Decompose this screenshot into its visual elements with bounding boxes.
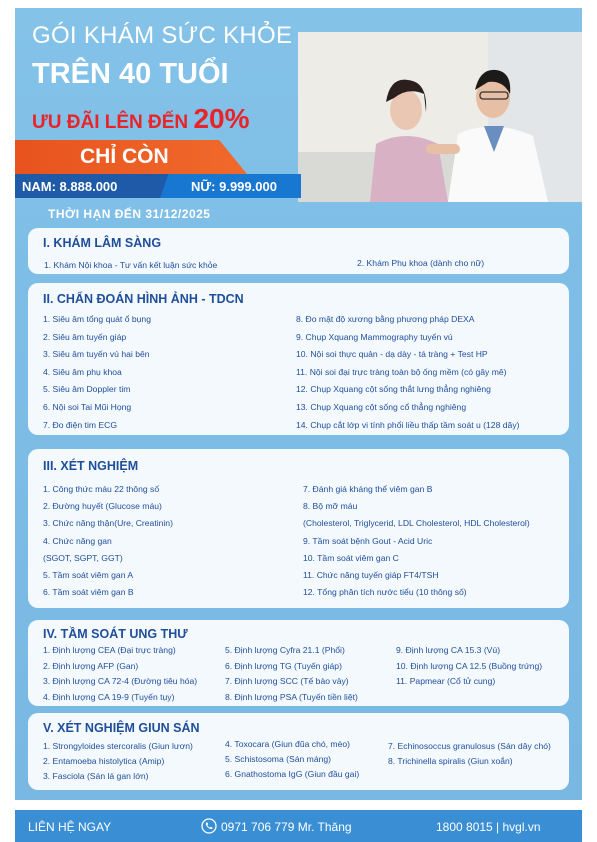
list-item: 14. Chụp cắt lớp vi tính phổi liều thấp tầm soát u (128 dãy) [296, 419, 520, 430]
list-item: 2. Đường huyết (Glucose máu) [43, 501, 162, 512]
list-item: 10. Tầm soát viêm gan C [303, 552, 399, 563]
price-female: NỮ: 9.999.000 [191, 179, 277, 194]
section-clinical-title: I. KHÁM LÂM SÀNG [43, 236, 162, 250]
deadline-text: THỜI HẠN ĐẾN 31/12/2025 [48, 207, 211, 221]
list-item: 1. Strongyloides stercoralis (Giun lươn) [43, 741, 193, 751]
list-item: 3. Chức năng thận(Ure, Creatinin) [43, 518, 173, 529]
list-item: 5. Định lượng Cyfra 21.1 (Phổi) [225, 645, 345, 655]
phone-icon [201, 818, 217, 834]
promo-percent: 20% [193, 103, 250, 134]
list-item: 8. Định lượng PSA (Tuyến tiền liệt) [225, 691, 358, 702]
section-parasite-title: V. XÉT NGHIỆM GIUN SÁN [43, 721, 200, 735]
list-item: 2. Định lượng AFP (Gan) [43, 660, 139, 671]
list-item: 8. Đo mật độ xương bằng phương pháp DEXA [296, 314, 475, 324]
list-item: 11. Chức năng tuyến giáp FT4/TSH [303, 570, 439, 580]
list-item: 4. Chức năng gan [43, 535, 112, 546]
list-item: 1. Siêu âm tổng quát ổ bụng [43, 314, 151, 324]
list-item: 10. Định lượng CA 12.5 (Buồng trứng) [396, 660, 543, 671]
price-male: NAM: 8.888.000 [22, 179, 118, 194]
list-item: 12. Chụp Xquang cột sống thắt lưng thẳng nghiêng [296, 384, 491, 395]
list-item: (SGOT, SGPT, GGT) [43, 552, 123, 563]
list-item: 7. Đánh giá kháng thể viêm gan B [303, 484, 433, 494]
list-item: 2. Entamoeba histolytica (Amip) [43, 756, 165, 766]
section-imaging-title: II. CHẨN ĐOÁN HÌNH ẢNH - TDCN [43, 292, 244, 306]
section-lab-title: III. XÉT NGHIỆM [43, 459, 139, 473]
list-item: 5. Tầm soát viêm gan A [43, 570, 134, 580]
age-group-title: TRÊN 40 TUỔI [32, 58, 229, 90]
list-item: 6. Gnathostoma IgG (Giun đầu gai) [225, 769, 360, 779]
list-item: 11. Nội soi đại trực tràng toàn bộ ống mềm (có gây mê) [296, 366, 507, 377]
list-item: 4. Định lượng CA 19-9 (Tuyến tụy) [43, 691, 175, 702]
list-item: 7. Echinosoccus granulosus (Sán dây chó) [388, 741, 551, 751]
contact-phone[interactable]: 0971 706 779 Mr. Thăng [221, 820, 352, 834]
list-item: 12. Tổng phân tích nước tiểu (10 thông số) [303, 587, 467, 598]
only-label: CHỈ CÒN [80, 145, 169, 168]
list-item: 9. Chụp Xquang Mammography tuyến vú [296, 331, 453, 342]
contact-label: LIÊN HỆ NGAY [28, 820, 112, 834]
list-item: 4. Toxocara (Giun đũa chó, mèo) [225, 739, 350, 749]
list-item: 1. Công thức máu 22 thông số [43, 484, 160, 494]
doctor-patient-photo [298, 32, 582, 202]
list-item: 9. Định lượng CA 15.3 (Vú) [396, 645, 501, 655]
list-item: 2. Khám Phụ khoa (dành cho nữ) [357, 258, 485, 268]
list-item: 7. Định lượng SCC (Tế bào vảy) [225, 676, 349, 686]
section-cancer-title: IV. TẦM SOÁT UNG THƯ [43, 627, 188, 641]
list-item: 10. Nội soi thực quản - dạ dày - tá tràng + Test HP [296, 349, 488, 360]
list-item: 3. Định lượng CA 72-4 (Đường tiêu hóa) [43, 676, 198, 686]
list-item: 6. Tầm soát viêm gan B [43, 587, 134, 598]
list-item: 7. Đo điện tim ECG [43, 419, 118, 430]
list-item: 9. Tầm soát bệnh Gout - Acid Uric [303, 535, 433, 546]
list-item: 11. Papmear (Cổ tử cung) [396, 676, 496, 686]
list-item: 3. Siêu âm tuyến vú hai bên [43, 349, 150, 360]
package-title: GÓI KHÁM SỨC KHỎE [32, 22, 293, 49]
list-item: 4. Siêu âm phụ khoa [43, 366, 122, 377]
list-item: 8. Bộ mỡ máu [303, 501, 358, 512]
list-item: 13. Chụp Xquang cột sống cổ thẳng nghiêng [296, 402, 467, 412]
promo-text [32, 103, 249, 135]
list-item: 1. Định lượng CEA (Đại trực tràng) [43, 645, 176, 655]
list-item: 6. Nội soi Tai Mũi Họng [43, 402, 132, 412]
list-item: 8. Trichinella spiralis (Giun xoắn) [388, 756, 513, 766]
hotline-website[interactable]: 1800 8015 | hvgl.vn [436, 820, 541, 834]
list-item: 3. Fasciola (Sán lá gan lớn) [43, 771, 149, 781]
list-item: 6. Định lượng TG (Tuyến giáp) [225, 660, 342, 671]
list-item: 5. Siêu âm Doppler tim [43, 384, 131, 395]
promo-label: ƯU ĐÃI LÊN ĐẾN [32, 112, 189, 133]
list-item: (Cholesterol, Triglycerid, LDL Cholesterol, HDL Cholesterol) [303, 518, 530, 529]
list-item: 1. Khám Nội khoa - Tư vấn kết luận sức khỏe [44, 260, 218, 270]
list-item: 5. Schistosoma (Sán máng) [225, 754, 332, 764]
list-item: 2. Siêu âm tuyến giáp [43, 331, 127, 342]
